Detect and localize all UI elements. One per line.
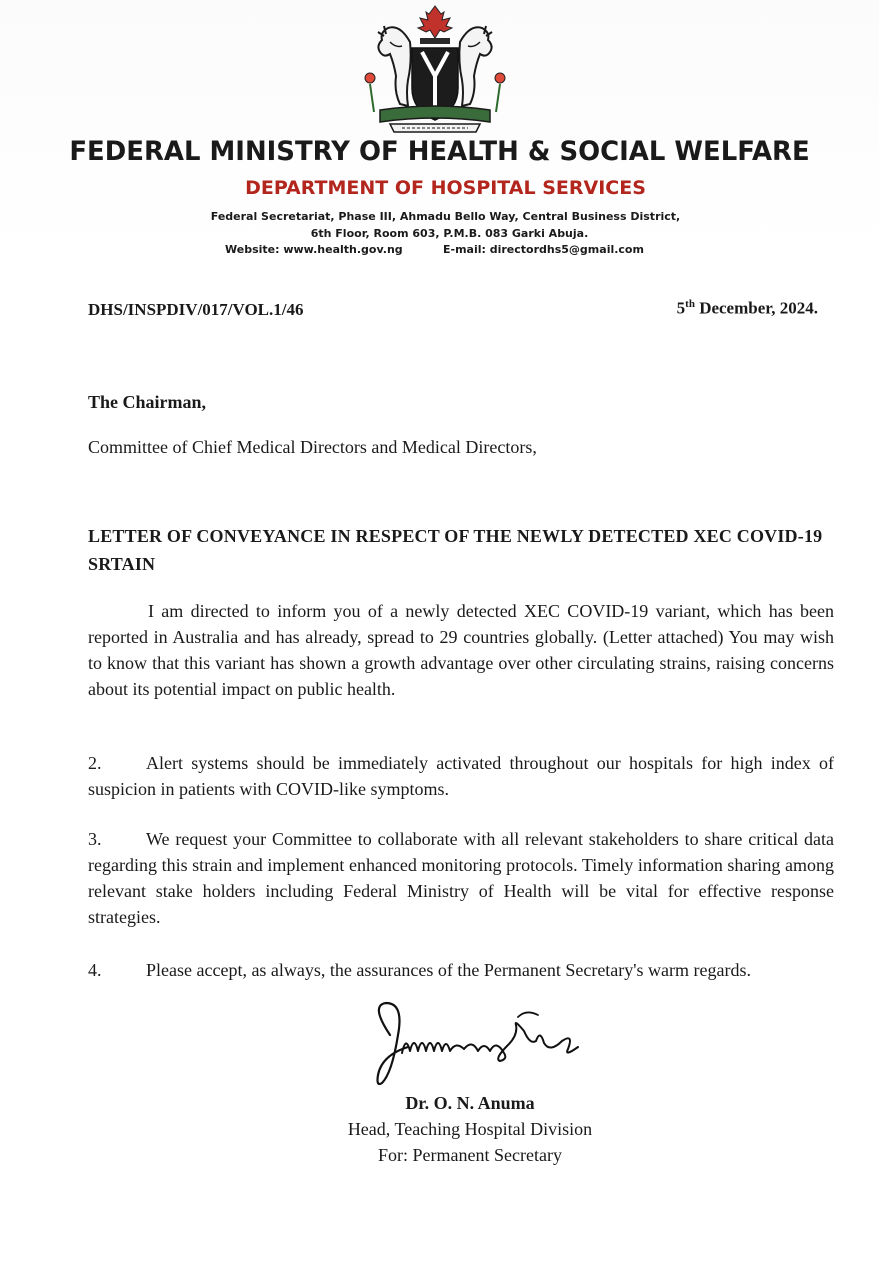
paragraph-2 xyxy=(88,750,834,802)
reference-number: DHS/INSPDIV/017/VOL.1/46 xyxy=(88,300,304,319)
handwritten-signature xyxy=(368,995,598,1090)
paragraph-4 xyxy=(88,957,834,983)
recipient-body: Committee of Chief Medical Directors and Medical Directors, xyxy=(88,437,537,457)
letter-date xyxy=(677,298,818,319)
recipient-title: The Chairman, xyxy=(88,392,207,412)
date-rest: December, 2024. xyxy=(694,298,818,318)
paragraph-number: 4. xyxy=(88,960,102,980)
paragraph-text: We request your Committee to collaborate with all relevant stakeholders to share critical data regarding this strain and implement enhanced monitoring protocols. Timely information sharing among relevant stake holders including Federal Ministry of Health will be vital for effective response strategies. xyxy=(88,829,834,927)
ministry-name: FEDERAL MINISTRY OF HEALTH & SOCIAL WELFARE xyxy=(69,136,810,167)
letter-subject: LETTER OF CONVEYANCE IN RESPECT OF THE NEWLY DETECTED XEC COVID-19 SRTAIN xyxy=(88,526,823,574)
nigeria-coat-of-arms-icon xyxy=(350,2,520,134)
paragraph-3 xyxy=(88,826,834,930)
paragraph-text: Alert systems should be immediately activated throughout our hospitals for high index of suspicion in patients with COVID-like symptoms. xyxy=(88,753,834,799)
paragraph-number: 2. xyxy=(88,753,102,773)
address-line-2: 6th Floor, Room 603, P.M.B. 083 Garki Abuja. xyxy=(310,227,589,240)
date-day: 5 xyxy=(676,298,686,318)
website-text: Website: www.health.gov.ng xyxy=(225,243,403,256)
paragraph-text: Please accept, as always, the assurances of the Permanent Secretary's warm regards. xyxy=(146,960,751,980)
date-suffix: th xyxy=(685,298,695,310)
signatory-for-line: For: Permanent Secretary xyxy=(378,1145,562,1165)
signatory-block xyxy=(300,1090,640,1168)
email-text: E-mail: directordhs5@gmail.com xyxy=(443,243,644,256)
paragraph-1: I am directed to inform you of a newly detected XEC COVID-19 variant, which has been reported in Australia and has already, spread to 29 countries globally. (Letter attached) You may wish to know that this variant has shown a growth advantage over other circulating strains, raising concerns about its potential impact on public health. xyxy=(88,601,834,699)
department-name: DEPARTMENT OF HOSPITAL SERVICES xyxy=(245,177,646,199)
signatory-name: Dr. O. N. Anuma xyxy=(405,1093,535,1113)
paragraph-number: 3. xyxy=(88,829,102,849)
address-line-1: Federal Secretariat, Phase III, Ahmadu Bello Way, Central Business District, xyxy=(210,210,681,223)
signatory-position: Head, Teaching Hospital Division xyxy=(347,1119,593,1139)
